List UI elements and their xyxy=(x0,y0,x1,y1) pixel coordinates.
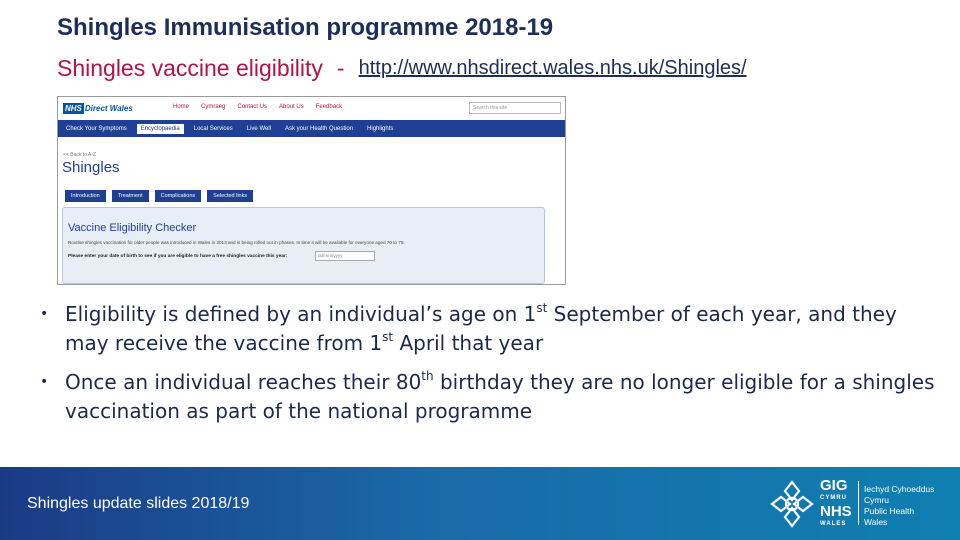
toplink-about[interactable]: About Us xyxy=(279,104,304,110)
nav-ask-question[interactable]: Ask your Health Question xyxy=(285,125,354,132)
vaccine-eligibility-checker xyxy=(62,207,545,284)
tab-treatment[interactable]: Treatment xyxy=(112,190,149,202)
site-page-title: Shingles xyxy=(62,159,120,176)
tab-introduction[interactable]: Introduction xyxy=(65,190,106,202)
toplink-feedback[interactable]: Feedback xyxy=(315,104,343,110)
site-topbar xyxy=(58,97,565,120)
nhs-wales-logo: GIG CYMRU NHS WALES xyxy=(820,477,852,527)
website-screenshot xyxy=(57,96,566,285)
public-health-wales-name: Iechyd Cyhoeddus Cymru Public Health Wales xyxy=(864,484,935,527)
tab-complications[interactable]: Complications xyxy=(155,190,202,202)
public-health-wales-emblem-icon xyxy=(768,479,816,529)
breadcrumb[interactable]: << Back to A-Z xyxy=(63,152,97,158)
logo-divider xyxy=(858,481,859,525)
nav-live-well[interactable]: Live Well xyxy=(246,125,271,132)
site-search-input[interactable]: Search this site xyxy=(469,102,561,114)
site-tabs xyxy=(65,190,253,202)
checker-prompt: Please enter your date of birth to see if you are eligible to have a free shingles vaccine this year: xyxy=(68,254,288,259)
date-of-birth-input[interactable]: dd/mm/yyyy xyxy=(315,251,375,261)
site-top-links xyxy=(173,104,342,110)
nhs-direct-link[interactable]: http://www.nhsdirect.wales.nhs.uk/Shingles/ xyxy=(358,57,747,79)
bullet-dot-icon: • xyxy=(40,306,49,322)
slide-footer xyxy=(0,467,960,540)
bullet-dot-icon: • xyxy=(40,374,49,390)
footer-text: Shingles update slides 2018/19 xyxy=(27,495,250,512)
bullet-item-age-limit: • Once an individual reaches their 80th birthday they are no longer eligible for a shingles vaccination as part of the national programme xyxy=(40,369,935,423)
toplink-home[interactable]: Home xyxy=(173,104,190,110)
nav-check-symptoms[interactable]: Check Your Symptoms xyxy=(66,125,127,132)
tab-selected-links[interactable]: Selected links xyxy=(207,190,253,202)
site-navbar xyxy=(58,120,565,137)
subtitle-separator: - xyxy=(336,55,345,81)
toplink-cymraeg[interactable]: Cymraeg xyxy=(201,104,226,110)
toplink-contact[interactable]: Contact Us xyxy=(237,104,268,110)
logo-text: Direct Wales xyxy=(84,104,133,113)
subtitle-text: Shingles vaccine eligibility xyxy=(57,55,323,81)
nav-local-services[interactable]: Local Services xyxy=(193,125,233,132)
logo-nhs: NHS xyxy=(65,104,82,113)
nav-encyclopaedia[interactable]: Encyclopaedia xyxy=(137,124,184,134)
checker-description: Routine shingles vaccination for older people was introduced in Wales in 2013 and is being rolled out in phases. In time it will be available for everyone aged 70 to 79. xyxy=(68,240,405,245)
nav-highlights[interactable]: Highlights xyxy=(367,125,394,132)
checker-title: Vaccine Eligibility Checker xyxy=(68,222,197,234)
slide-title: Shingles Immunisation programme 2018-19 xyxy=(57,14,554,41)
slide-subtitle xyxy=(57,55,747,82)
bullet-item-eligibility: • Eligibility is defined by an individual’s age on 1st September of each year, and they may receive the vaccine from 1st April that year xyxy=(40,301,897,355)
nhs-direct-logo xyxy=(63,102,133,115)
bullet-list xyxy=(40,300,940,436)
